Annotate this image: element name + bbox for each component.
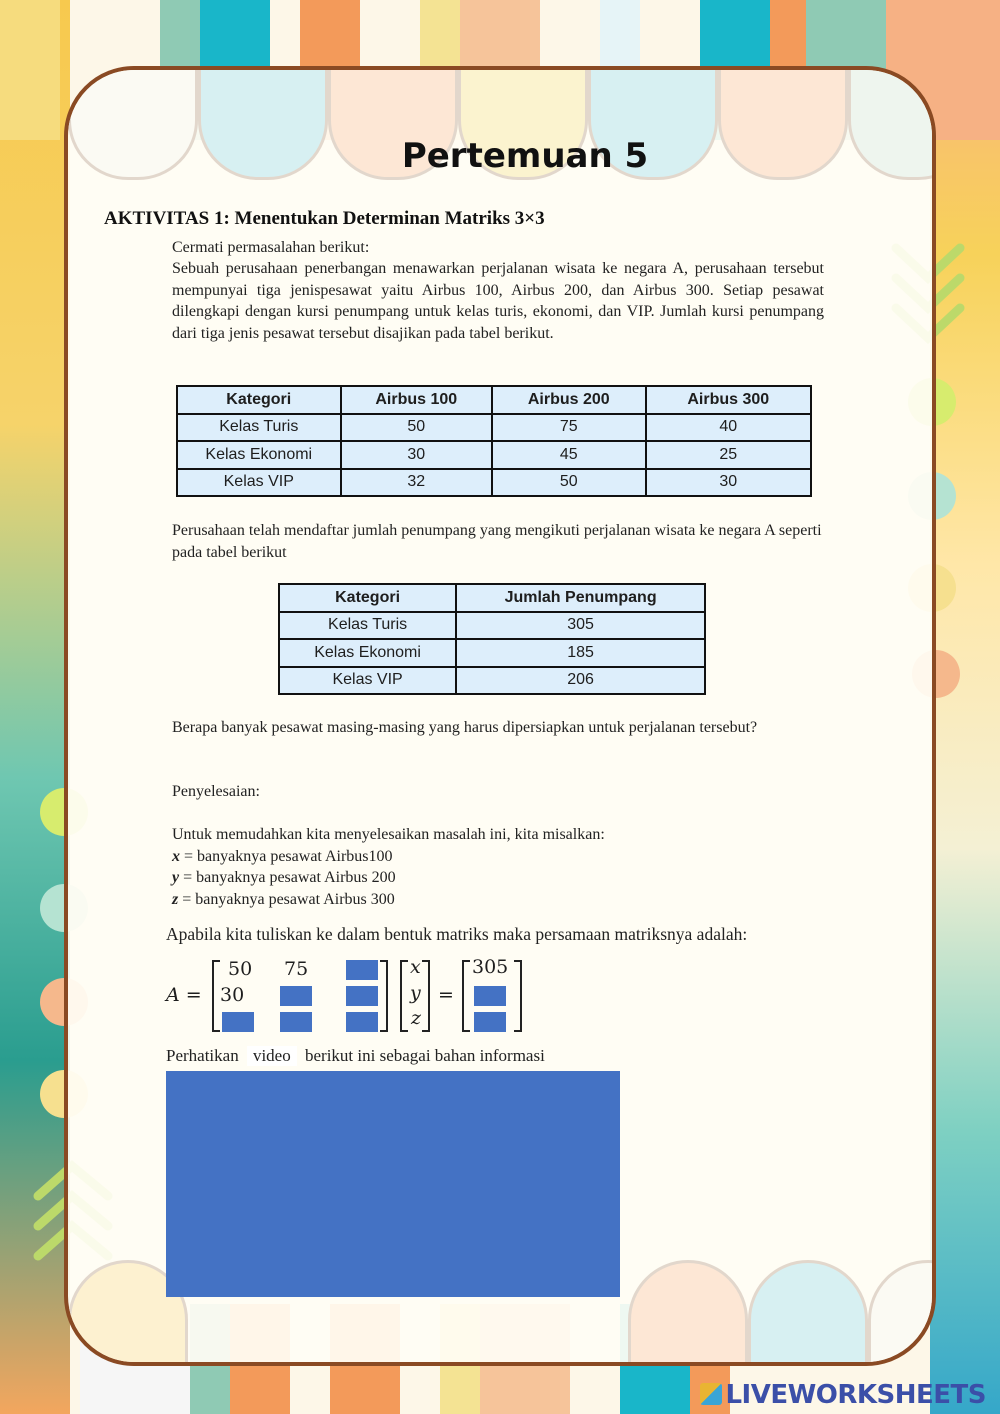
solution-setup: Untuk memudahkan kita menyelesaikan masalah ini, kita misalkan: [172, 826, 605, 843]
answer-input-box[interactable] [474, 1012, 506, 1032]
table-cell: 75 [492, 414, 646, 442]
table-cell: 32 [341, 469, 493, 497]
table-header: Kategori [177, 386, 341, 414]
matrix-variable: x [410, 956, 421, 978]
matrix-label: A = [166, 984, 202, 1006]
brand-text: LIVEWORKSHEETS [725, 1380, 986, 1410]
right-color-band [930, 0, 1000, 1414]
variable-symbol: x [172, 848, 180, 865]
video-link[interactable]: video [247, 1046, 297, 1066]
table-cell: 305 [456, 612, 705, 640]
bracket [514, 960, 522, 1032]
bracket [462, 960, 470, 1032]
table-cell: 25 [646, 441, 811, 469]
video-text-after: berikut ini sebagai bahan informasi [304, 1046, 545, 1065]
table-cell: 206 [456, 667, 705, 695]
intro-lead: Cermati permasalahan berikut: [172, 239, 370, 256]
answer-input-box[interactable] [346, 960, 378, 980]
answer-input-box[interactable] [474, 986, 506, 1006]
table-cell: 185 [456, 639, 705, 667]
table-header-row [279, 584, 705, 612]
variable-text: = banyaknya pesawat Airbus 200 [179, 869, 396, 886]
variable-symbol: z [172, 891, 179, 908]
table-header-row [177, 386, 811, 414]
bracket [400, 960, 408, 1032]
variable-symbol: y [172, 869, 180, 886]
matrix-equation [166, 956, 566, 1036]
table-row [177, 414, 811, 442]
table-cell: Kelas Ekonomi [279, 639, 456, 667]
seat-table [176, 385, 812, 497]
equals-sign: = [438, 984, 454, 1006]
table-row [279, 612, 705, 640]
table-cell: 40 [646, 414, 811, 442]
answer-input-box[interactable] [280, 986, 312, 1006]
variable-definition [172, 889, 824, 911]
bracket [212, 960, 220, 1032]
problem-text: Sebuah perusahaan penerbangan menawarkan perjalanan wisata ke negara A, perusahaan tersebut mempunyai tiga jenispesawat yaitu Airbus 100, Airbus 200, dan Airbus 300. Setiap pesawat dilengkapi dengan kursi penumpang untuk kelas turis, ekonomi, dan VIP. Jumlah kursi penumpang dari tiga jenis pesawat tersebut disajikan pada tabel berikut. [172, 260, 824, 342]
activity-heading: AKTIVITAS 1: Menentukan Determinan Matriks 3×3 [104, 208, 545, 229]
table-cell: Kelas Turis [177, 414, 341, 442]
variable-definition [172, 867, 824, 889]
matrix-entry: 50 [228, 958, 253, 980]
answer-input-box[interactable] [280, 1012, 312, 1032]
table-cell: Kelas Turis [279, 612, 456, 640]
table-cell: Kelas VIP [279, 667, 456, 695]
video-text-before: Perhatikan [166, 1046, 239, 1065]
video-player[interactable] [166, 1071, 620, 1297]
answer-input-box[interactable] [222, 1012, 254, 1032]
matrix-variable: y [410, 982, 421, 1004]
table-header: Jumlah Penumpang [456, 584, 705, 612]
page-title: Pertemuan 5 [401, 136, 649, 176]
passenger-intro: Perusahaan telah mendaftar jumlah penumpang yang mengikuti perjalanan wisata ke negara A seperti pada tabel berikut [172, 522, 822, 561]
table-row [279, 667, 705, 695]
matrix-intro: Apabila kita tuliskan ke dalam bentuk matriks maka persamaan matriksnya adalah: [166, 924, 748, 944]
question-text: Berapa banyak pesawat masing-masing yang harus dipersiapkan untuk perjalanan tersebut? [172, 719, 758, 736]
table-header: Airbus 300 [646, 386, 811, 414]
table-row [177, 441, 811, 469]
matrix-entry: 30 [220, 984, 245, 1006]
solution-label: Penyelesaian: [172, 783, 260, 800]
table-cell: 45 [492, 441, 646, 469]
answer-input-box[interactable] [346, 986, 378, 1006]
matrix-entry: 305 [472, 956, 509, 978]
bracket [422, 960, 430, 1032]
matrix-variable: z [411, 1007, 422, 1029]
table-cell: 50 [341, 414, 493, 442]
worksheet-card [64, 66, 936, 1366]
passenger-table [278, 583, 706, 695]
liveworksheets-logo [700, 1380, 986, 1410]
table-cell: 30 [341, 441, 493, 469]
table-row [279, 639, 705, 667]
table-cell: 50 [492, 469, 646, 497]
table-cell: Kelas Ekonomi [177, 441, 341, 469]
variable-definition [172, 846, 824, 868]
matrix-entry: 75 [284, 958, 309, 980]
table-cell: Kelas VIP [177, 469, 341, 497]
table-header: Kategori [279, 584, 456, 612]
video-instruction [166, 1046, 545, 1066]
table-cell: 30 [646, 469, 811, 497]
answer-input-box[interactable] [346, 1012, 378, 1032]
brand-icon [700, 1383, 722, 1405]
bracket [380, 960, 388, 1032]
table-header: Airbus 100 [341, 386, 493, 414]
table-row [177, 469, 811, 497]
table-header: Airbus 200 [492, 386, 646, 414]
variable-text: = banyaknya pesawat Airbus 300 [178, 891, 395, 908]
variable-text: = banyaknya pesawat Airbus100 [180, 848, 393, 865]
